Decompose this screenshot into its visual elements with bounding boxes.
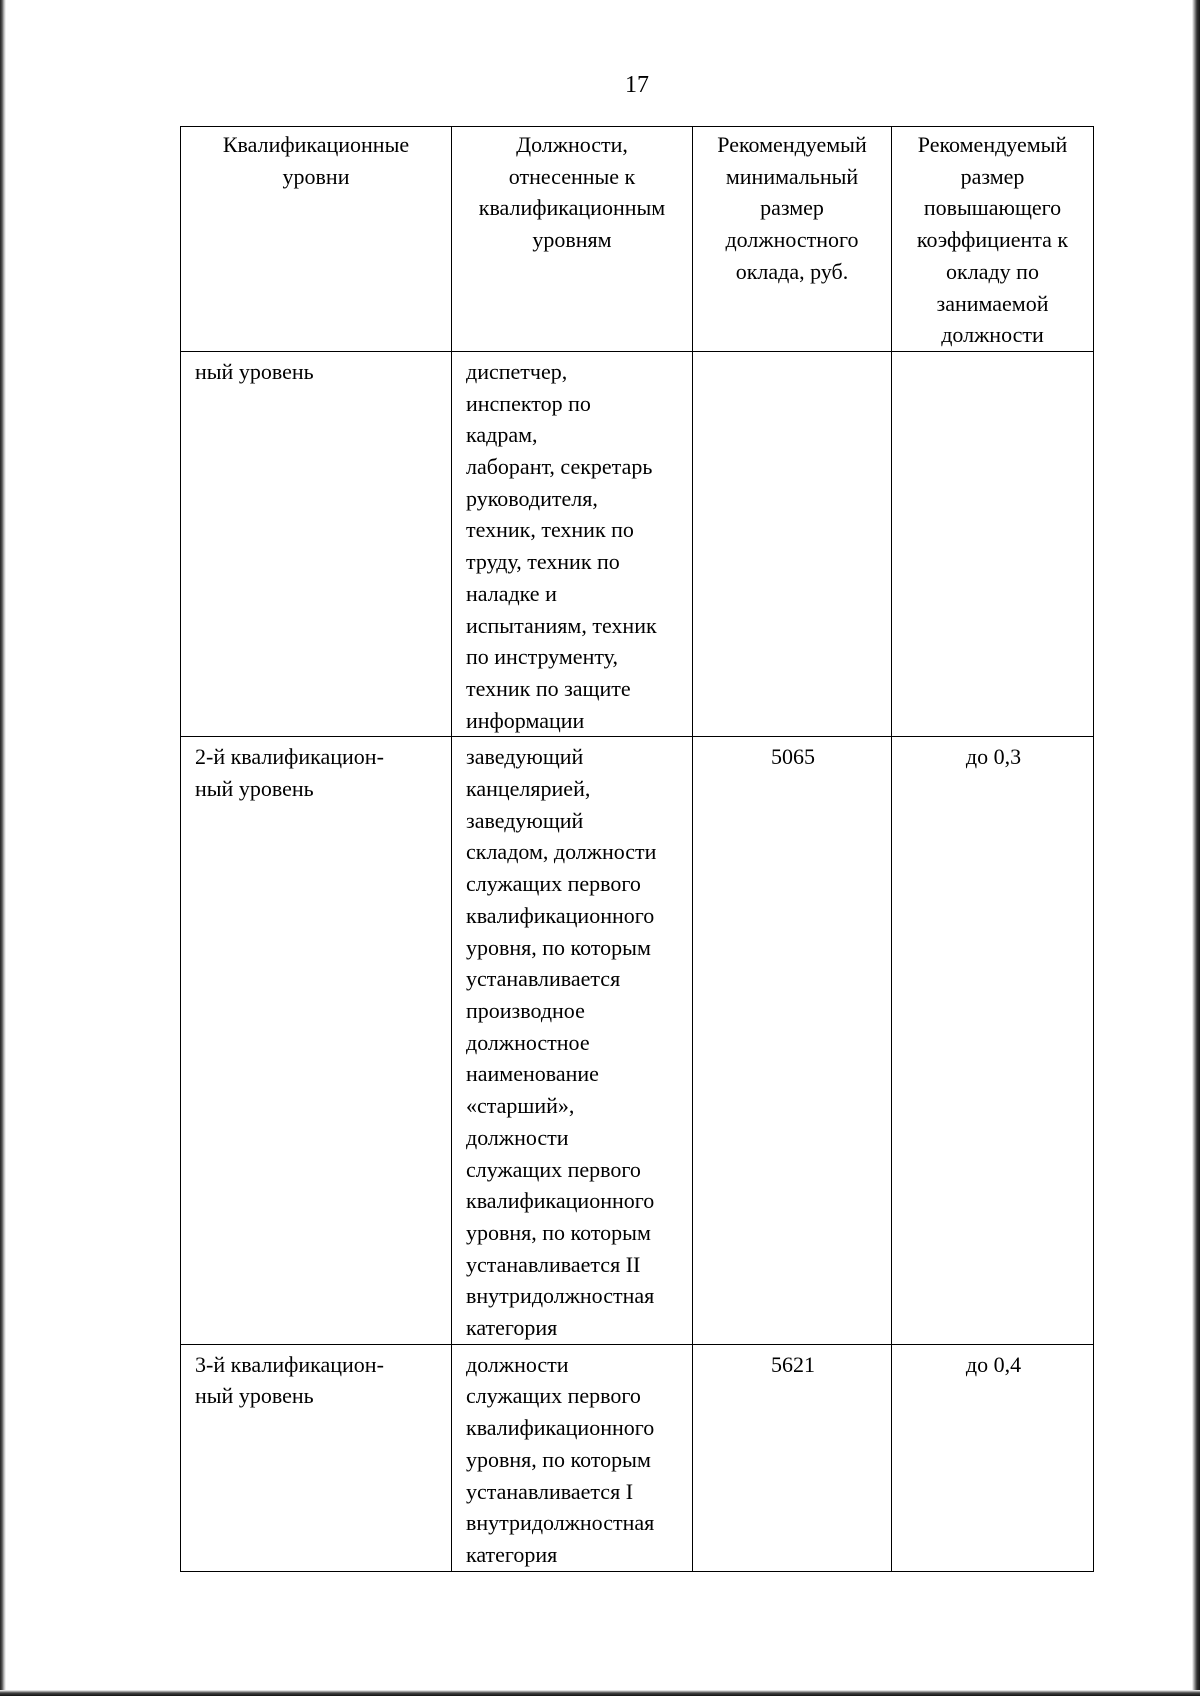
scan-edge-right — [1192, 0, 1200, 1696]
positions-text: заведующий канцелярией, заведующий складом, должности служащих первого квалификационного уровня, по которым устанавливается производное должностное наименование «старший», должности служащих первого квалификационного уровня, по которым устанавливается II внутридолжностная категория — [466, 744, 657, 1341]
salary-text: 5621 — [771, 1351, 815, 1377]
positions-cell — [452, 737, 693, 1344]
table-row — [181, 1344, 1094, 1571]
header-qualification-levels-text: Квалификационные уровни — [222, 132, 410, 189]
level-text: 2-й квалификацион- ный уровень — [195, 744, 384, 802]
coefficient-cell — [892, 1344, 1094, 1571]
positions-text: диспетчер, инспектор по кадрам, лаборант, секретарь руководителя, техник, техник по труду, техник по наладке и испытаниям, техник по инструменту, техник по защите информации — [466, 358, 657, 733]
qualification-table — [180, 126, 1094, 1572]
coefficient-text: до 0,4 — [965, 1351, 1022, 1377]
level-cell — [181, 1344, 452, 1571]
header-coefficient-text: Рекомендуемый размер повышающего коэффициента к окладу по занимаемой должности — [916, 132, 1069, 348]
positions-text: должности служащих первого квалификационного уровня, по которым устанавливается I внутридолжностная категория — [466, 1351, 655, 1567]
salary-cell — [693, 1344, 892, 1571]
scan-edge-left — [0, 0, 6, 1696]
header-min-salary-text: Рекомендуемый минимальный размер должностного оклада, руб. — [717, 132, 867, 284]
salary-cell — [693, 737, 892, 1344]
salary-text: 5065 — [771, 744, 815, 770]
header-row — [181, 127, 1094, 352]
coefficient-cell — [892, 351, 1094, 736]
level-text: ный уровень — [195, 358, 314, 384]
table-row — [181, 737, 1094, 1344]
header-positions-text: Должности, отнесенные к квалификационным уровням — [478, 132, 666, 253]
coefficient-text: до 0,3 — [965, 744, 1022, 770]
coefficient-cell — [892, 737, 1094, 1344]
level-cell — [181, 737, 452, 1344]
table-row — [181, 351, 1094, 736]
level-text: 3-й квалификацион- ный уровень — [195, 1351, 384, 1409]
header-min-salary — [693, 127, 892, 352]
level-cell — [181, 351, 452, 736]
positions-cell — [452, 1344, 693, 1571]
positions-cell — [452, 351, 693, 736]
header-qualification-levels — [181, 127, 452, 352]
header-positions — [452, 127, 693, 352]
header-coefficient — [892, 127, 1094, 352]
page-number: 17 — [625, 72, 649, 98]
salary-cell — [693, 351, 892, 736]
table-header — [181, 127, 1094, 352]
scan-edge-bottom — [0, 1690, 1200, 1696]
table-body — [181, 351, 1094, 1571]
